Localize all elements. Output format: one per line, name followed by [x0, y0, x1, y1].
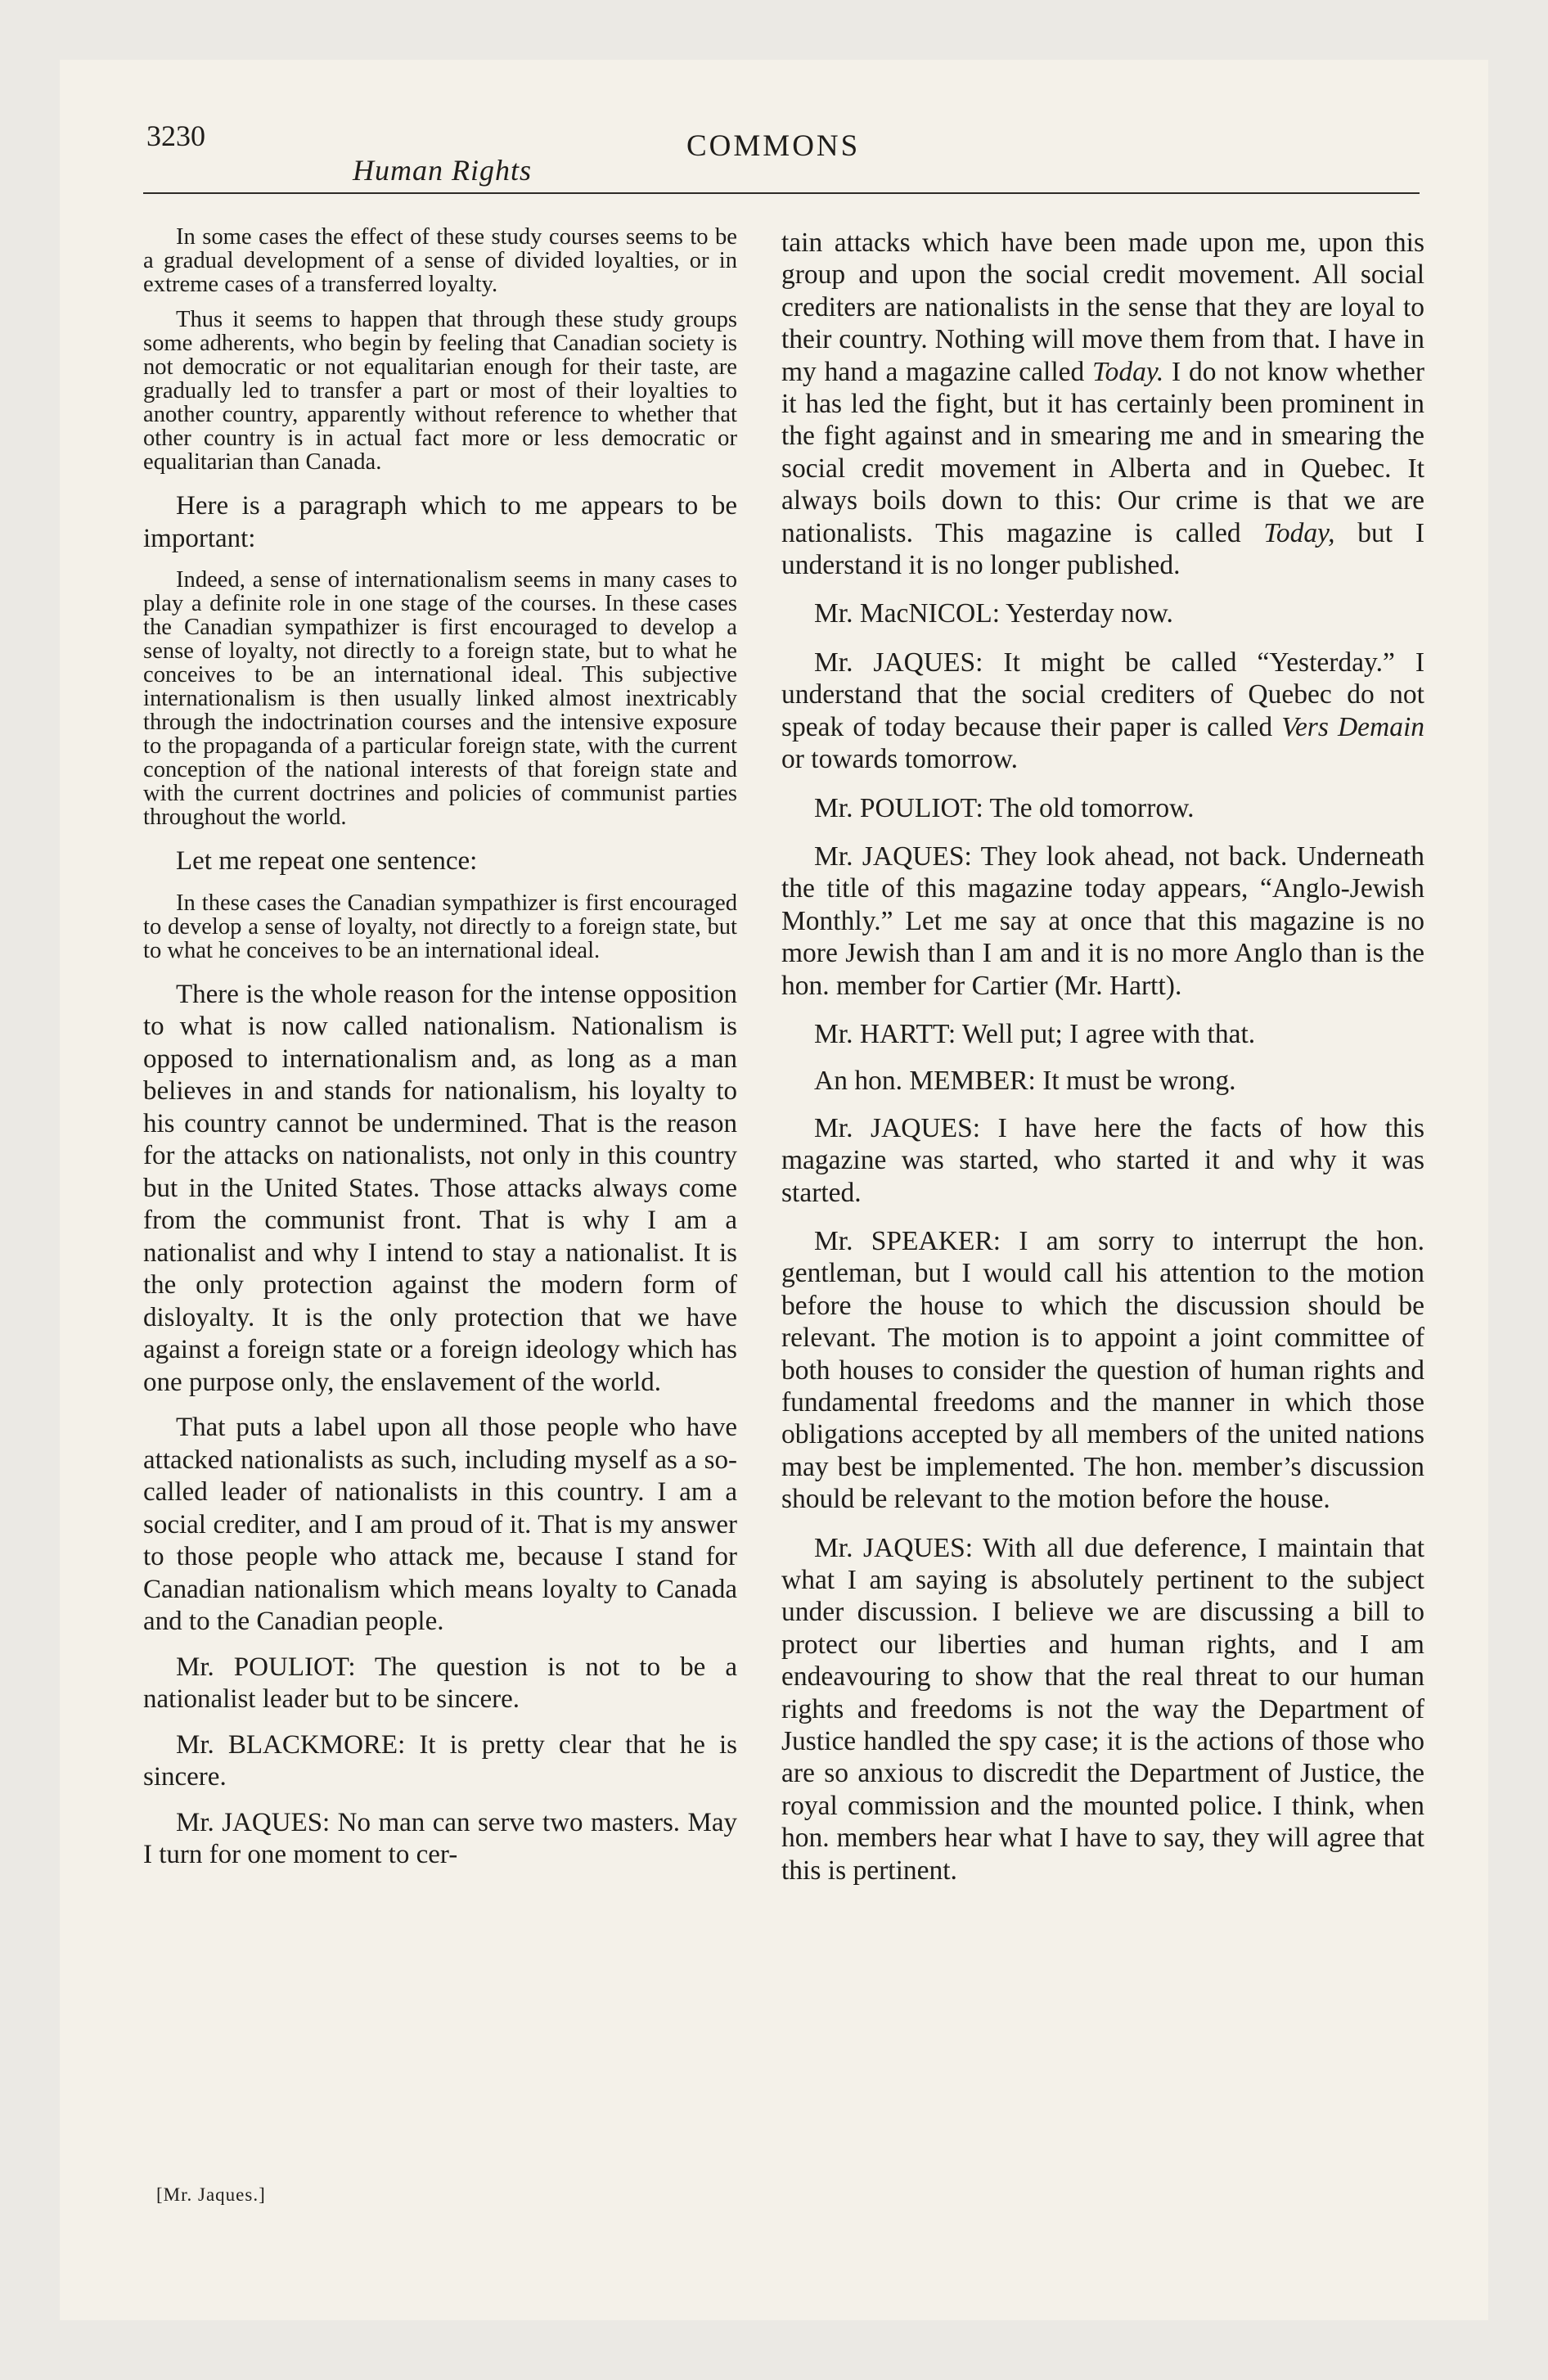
body-paragraph: There is the whole reason for the intense opposition to what is now called nationalism. Nationalism is opposed to internationalism and, as long as a man believes in and stands for nationalism, his loyalty to his country cannot be undermined. That is the reason for the attacks on nationalists, not only in this country but in the United States. Those attacks always come from the communist front. That is why I am a nationalist and why I intend to stay a nationalist. It is the only protection against the modern form of disloyalty. It is the only protection that we have against a foreign state or a foreign ideology which has one purpose only, the enslavement of the world. [143, 979, 737, 1397]
quote-paragraph: In some cases the effect of these study courses seems to be a gradual development of a sense of divided loyalties, or in extreme cases of a transferred loyalty. [143, 224, 737, 297]
speaker-paragraph: Mr. JAQUES: No man can serve two masters. May I turn for one moment to cer- [143, 1807, 737, 1869]
speaker-paragraph: Mr. JAQUES: They look ahead, not back. Underneath the title of this magazine today appears, “Anglo-Jewish Monthly.” Let me say at once that this magazine is no more Jewish than I am and it is no more Anglo than is the hon. member for Cartier (Mr. Hartt). [781, 841, 1424, 1001]
text-run: tain attacks which have been made upon me, upon this group and upon the social credit movement. All social crediters are nationalists in the sense that they are loyal to their country. Nothing will move them from that. I have in my hand a magazine called [781, 228, 1424, 387]
body-paragraph: Let me repeat one sentence: [176, 846, 478, 876]
speaker-paragraph: An hon. MEMBER: It must be wrong. [814, 1066, 1236, 1097]
speaker-paragraph: Mr. SPEAKER: I am sorry to interrupt the hon. gentleman, but I would call his attention to the motion before the house to which the discussion should be relevant. The motion is to appoint a joint committee of both houses to consider the question of human rights and fundamental freedoms and the manner in which those obligations accepted by all members of the united nations may best be implemented. The hon. member’s discussion should be relevant to the motion before the house. [781, 1225, 1424, 1515]
text-run: but I understand it is no longer published. [781, 517, 1424, 581]
speaker-paragraph: Mr. BLACKMORE: It is pretty clear that he is sincere. [143, 1729, 737, 1792]
running-title: COMMONS [686, 129, 861, 163]
speaker-paragraph: Mr. HARTT: Well put; I agree with that. [814, 1018, 1256, 1049]
paper-title: Vers Demain [1281, 711, 1424, 742]
speaker-paragraph: Mr. MacNICOL: Yesterday now. [814, 598, 1173, 629]
speaker-paragraph: Mr. POULIOT: The question is not to be a nationalist leader but to be sincere. [143, 1652, 737, 1714]
page-number: 3230 [146, 119, 205, 152]
quote-paragraph: Indeed, a sense of internationalism seems in many cases to play a definite role in one stage of the courses. In these cases the Canadian sympathizer is first encouraged to develop a sense of loyalty, not directly to a foreign state, but to what he conceives to be an international ideal. This subjective internationalism is then usually linked almost inextricably through the indoctrination courses and the intensive exposure to the propaganda of a particular foreign state, with the current conception of the national interests of that foreign state and with the current doctrines and policies of communist parties throughout the world. [143, 567, 737, 830]
text-run: Mr. JAQUES: It might be called “Yesterday.” I understand that the social crediters of Quebec do not speak of today because their paper is called [781, 647, 1424, 742]
text-run: or towards tomorrow. [781, 744, 1019, 775]
speaker-paragraph: Mr. POULIOT: The old tomorrow. [814, 792, 1195, 823]
speaker-paragraph [781, 647, 1424, 776]
body-paragraph: Here is a paragraph which to me appears to be important: [143, 491, 737, 553]
running-subject: Human Rights [353, 154, 532, 187]
right-column [781, 227, 1424, 1903]
left-column [143, 225, 737, 1885]
magazine-title: Today, [1263, 517, 1335, 548]
quote-paragraph: In these cases the Canadian sympathizer is first encouraged to develop a sense of loyalty, not directly to a foreign state, but to what he conceives to be an international ideal. [143, 890, 737, 963]
page-header [60, 60, 1488, 207]
quote-paragraph: Thus it seems to happen that through these study groups some adherents, who begin by feeling that Canadian society is not democratic or not equalitarian enough for their taste, are gradually led to transfer a part or most of their loyalties to another country, apparently without reference to whether that other country is in actual fact more or less democratic or equalitarian than Canada. [143, 307, 737, 475]
body-paragraph [781, 227, 1424, 581]
magazine-title: Today. [1092, 356, 1164, 387]
speaker-paragraph: Mr. JAQUES: I have here the facts of how this magazine was started, who started it and why it was started. [781, 1112, 1424, 1208]
document-page [60, 60, 1488, 2320]
header-rule [143, 192, 1420, 194]
text-run: I do not know whether it has led the fight, but it has certainly been prominent in the fight against and in smearing me and in smearing the social credit movement in Alberta and in Quebec. It always boils down to this: Our crime is that we are nationalists. This magazine is called [781, 356, 1424, 548]
speaker-paragraph: Mr. JAQUES: With all due deference, I maintain that what I am saying is absolutely pertinent to the subject under discussion. I believe we are discussing a bill to protect our liberties and human rights, and I am endeavouring to show that the real threat to our human rights and freedoms is not the way the Department of Justice handled the spy case; it is the actions of those who are so anxious to discredit the Department of Justice, the royal commission and the mounted police. I think, when hon. members hear what I have to say, they will agree that this is pertinent. [781, 1532, 1424, 1886]
speaker-footnote: [Mr. Jaques.] [156, 2184, 266, 2205]
body-paragraph: That puts a label upon all those people who have attacked nationalists as such, including myself as a so-called leader of nationalists in this country. I am a social crediter, and I am proud of it. That is my answer to those people who attack me, because I stand for Canadian nationalism which means loyalty to Canada and to the Canadian people. [143, 1413, 737, 1636]
